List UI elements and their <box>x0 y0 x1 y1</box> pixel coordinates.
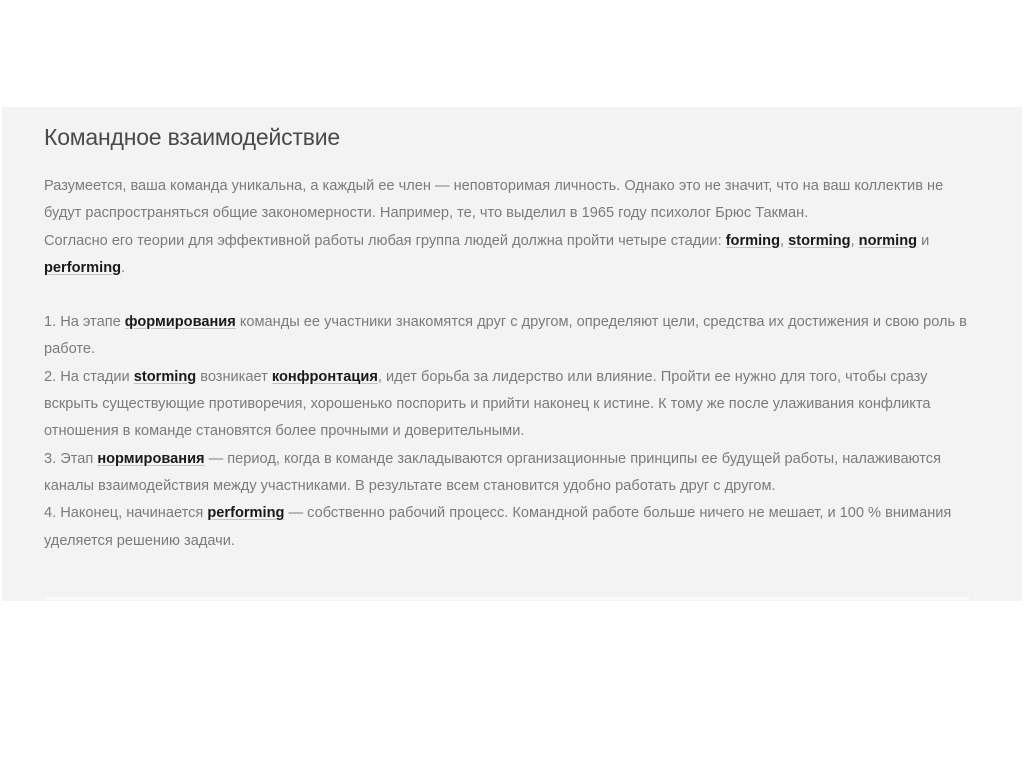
term-storming: storming <box>788 232 851 249</box>
stage-4 <box>44 500 984 555</box>
stage-text: возникает <box>196 368 272 385</box>
intro-theory: Согласно его теории для эффективной работы любая группа людей должна пройти четыре стадии: <box>44 232 726 249</box>
term-norming: norming <box>858 232 918 249</box>
stage-3 <box>44 446 984 501</box>
stage-term: формирования <box>124 314 236 331</box>
comma: , <box>850 232 859 249</box>
stage-term: storming <box>133 368 197 385</box>
term-forming: forming <box>725 232 781 249</box>
stage-term-2: конфронтация <box>271 368 378 385</box>
stage-term: нормирования <box>97 450 205 467</box>
stage-text: , идет борьба за лидерство или влияние. Пройти ее нужно для того, чтобы сразу вскрыть существующие противоречия, хорошенько поспорить и прийти наконец к истине. К тому же после улаживания конфликта отношения в команде становятся более прочными и доверительными. <box>44 368 931 440</box>
paragraph-gap <box>44 282 984 309</box>
stage-prefix: 3. Этап <box>44 450 98 467</box>
panel-divider <box>45 597 969 600</box>
stage-2 <box>44 364 984 446</box>
intro-paragraph <box>44 173 984 282</box>
conjunction: и <box>917 232 930 249</box>
stage-prefix: 4. Наконец, начинается <box>44 505 208 522</box>
stage-prefix: 1. На этапе <box>44 314 125 331</box>
stage-text: — собственно рабочий процесс. Командной работе больше ничего не мешает, и 100 % внимания уделяется решению задачи. <box>44 505 952 549</box>
article-body <box>44 173 984 555</box>
stage-text: — период, когда в команде закладываются организационные принципы ее будущей работы, налаживаются каналы взаимодействия между участниками. В результате всем становится удобно работать друг с другом. <box>44 450 941 494</box>
stage-prefix: 2. На стадии <box>44 368 134 385</box>
stage-1 <box>44 309 984 364</box>
article <box>44 120 984 555</box>
term-performing: performing <box>44 259 122 276</box>
article-title: Командное взаимодействие <box>44 124 340 150</box>
stage-term: performing <box>207 505 285 522</box>
stage-text: команды ее участники знакомятся друг с другом, определяют цели, средства их достижения и свою роль в работе. <box>44 314 967 358</box>
period: . <box>121 259 126 276</box>
intro-sentence: Разумеется, ваша команда уникальна, а каждый ее член — неповторимая личность. Однако это не значит, что на ваш коллектив не будут распространяться общие закономерности. Например, те, что выделил в 1965 году психолог Брюс Такман. <box>44 178 944 222</box>
comma: , <box>780 232 789 249</box>
